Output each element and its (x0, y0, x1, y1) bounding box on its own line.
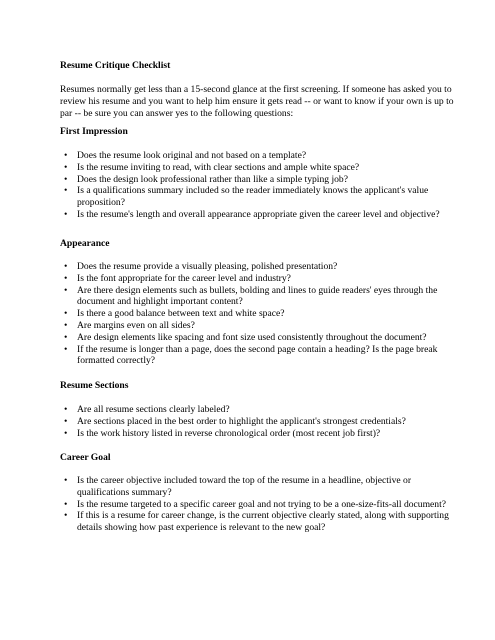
bullet-icon: • (64, 208, 68, 220)
bullet-icon: • (64, 150, 68, 161)
resume-sections-list (60, 404, 460, 439)
list-item-text: If this is a resume for career change, is the current objective clearly stated, along with supporting details showing how past experience is relevant to the new goal? (77, 510, 449, 534)
list-item (60, 510, 460, 534)
list-item-text: Are design elements like spacing and font size used consistently throughout the document? (77, 331, 427, 343)
list-item-text: Are margins even on all sides? (77, 319, 195, 331)
bullet-icon: • (64, 498, 68, 510)
list-item (60, 416, 460, 428)
list-item-text: Does the resume look original and not based on a template? (77, 150, 307, 161)
list-item (60, 261, 460, 273)
bullet-icon: • (64, 284, 68, 296)
bullet-icon: • (64, 173, 68, 185)
list-item (60, 285, 460, 309)
first-impression-list (60, 150, 460, 221)
section-heading-first-impression: First Impression (60, 126, 128, 137)
bullet-icon: • (64, 510, 68, 522)
list-item (60, 475, 460, 499)
bullet-icon: • (64, 185, 68, 197)
list-item-text: Does the design look professional rather than like a simple typing job? (77, 173, 348, 185)
bullet-icon: • (64, 272, 68, 284)
bullet-icon: • (64, 261, 68, 272)
list-item-text: Is a qualifications summary included so the reader immediately knows the applicant's value proposition? (77, 185, 429, 209)
list-item (60, 162, 460, 174)
list-item-text: Are sections placed in the best order to highlight the applicant's strongest credentials? (77, 415, 406, 427)
bullet-icon: • (64, 427, 68, 439)
list-item (60, 499, 460, 511)
list-item-text: Is the resume targeted to a specific career goal and not trying to be a one-size-fits-all document? (77, 498, 447, 510)
list-item (60, 174, 460, 186)
bullet-icon: • (64, 343, 68, 355)
bullet-icon: • (64, 308, 68, 320)
list-item-text: Is there a good balance between text and white space? (77, 308, 285, 320)
list-item-text: Is the resume's length and overall appearance appropriate given the career level and objective? (77, 208, 440, 220)
bullet-icon: • (64, 319, 68, 331)
list-item-text: If the resume is longer than a page, does the second page contain a heading? Is the page break formatted correctly? (77, 343, 438, 367)
list-item (60, 273, 460, 285)
section-heading-appearance: Appearance (60, 238, 110, 249)
section-heading-resume-sections: Resume Sections (60, 380, 129, 391)
list-item (60, 308, 460, 320)
list-item (60, 209, 460, 221)
bullet-icon: • (64, 161, 68, 173)
list-item (60, 320, 460, 332)
list-item (60, 332, 460, 344)
career-goal-list (60, 475, 460, 534)
intro-paragraph: Resumes normally get less than a 15-second glance at the first screening. If someone has asked you to review his resume and you want to help him ensure it gets read -- or want to know if your own is up to par -- be sure you can answer yes to the following questions: (60, 84, 454, 120)
list-item (60, 428, 460, 440)
list-item (60, 344, 460, 368)
bullet-icon: • (64, 404, 68, 415)
bullet-icon: • (64, 475, 68, 486)
bullet-icon: • (64, 415, 68, 427)
appearance-list (60, 261, 460, 367)
bullet-icon: • (64, 331, 68, 343)
list-item-text: Does the resume provide a visually pleasing, polished presentation? (77, 261, 338, 272)
list-item-text: Is the resume inviting to read, with clear sections and ample white space? (77, 161, 360, 173)
list-item (60, 185, 460, 209)
list-item-text: Are there design elements such as bullets, bolding and lines to guide readers' eyes through the document and highlight important content? (77, 284, 438, 308)
list-item-text: Are all resume sections clearly labeled? (77, 404, 230, 415)
document-title: Resume Critique Checklist (60, 60, 171, 71)
list-item (60, 150, 460, 162)
list-item-text: Is the font appropriate for the career level and industry? (77, 272, 291, 284)
list-item (60, 404, 460, 416)
list-item-text: Is the work history listed in reverse chronological order (most recent job first)? (77, 427, 381, 439)
section-heading-career-goal: Career Goal (60, 452, 111, 463)
list-item-text: Is the career objective included toward the top of the resume in a headline, objective or qualifications summary? (77, 475, 412, 498)
